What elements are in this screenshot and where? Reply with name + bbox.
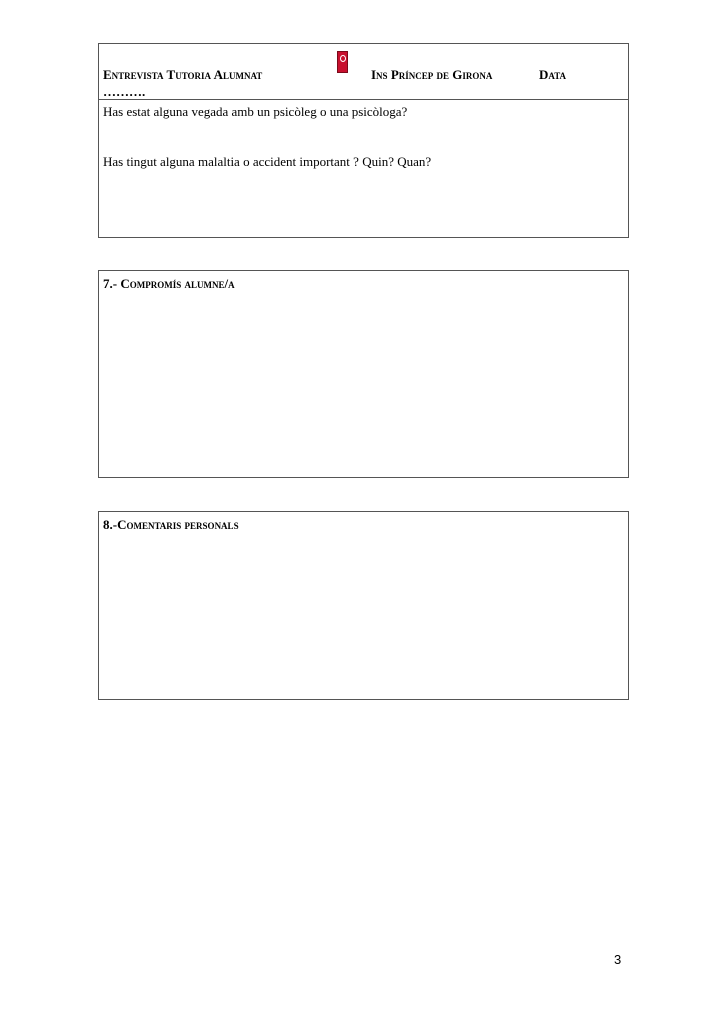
form-header <box>99 44 628 100</box>
commitment-section <box>98 270 629 478</box>
page-number: 3 <box>614 952 622 967</box>
question-illness: Has tingut alguna malaltia o accident important ? Quin? Quan? <box>103 154 432 169</box>
comments-title: 8.-Comentaris personals <box>103 517 239 532</box>
school-name: Ins Príncep de Girona <box>371 67 493 82</box>
interview-questions-box <box>98 43 629 238</box>
comments-section <box>98 511 629 700</box>
date-field: ………. <box>103 84 146 99</box>
commitment-title: 7.- Compromís alumne/a <box>103 276 235 291</box>
school-logo-icon <box>337 51 348 73</box>
form-title: Entrevista Tutoria Alumnat <box>103 67 263 82</box>
date-label: Data <box>539 67 567 82</box>
question-psychologist: Has estat alguna vegada amb un psicòleg o una psicòloga? <box>103 104 408 119</box>
